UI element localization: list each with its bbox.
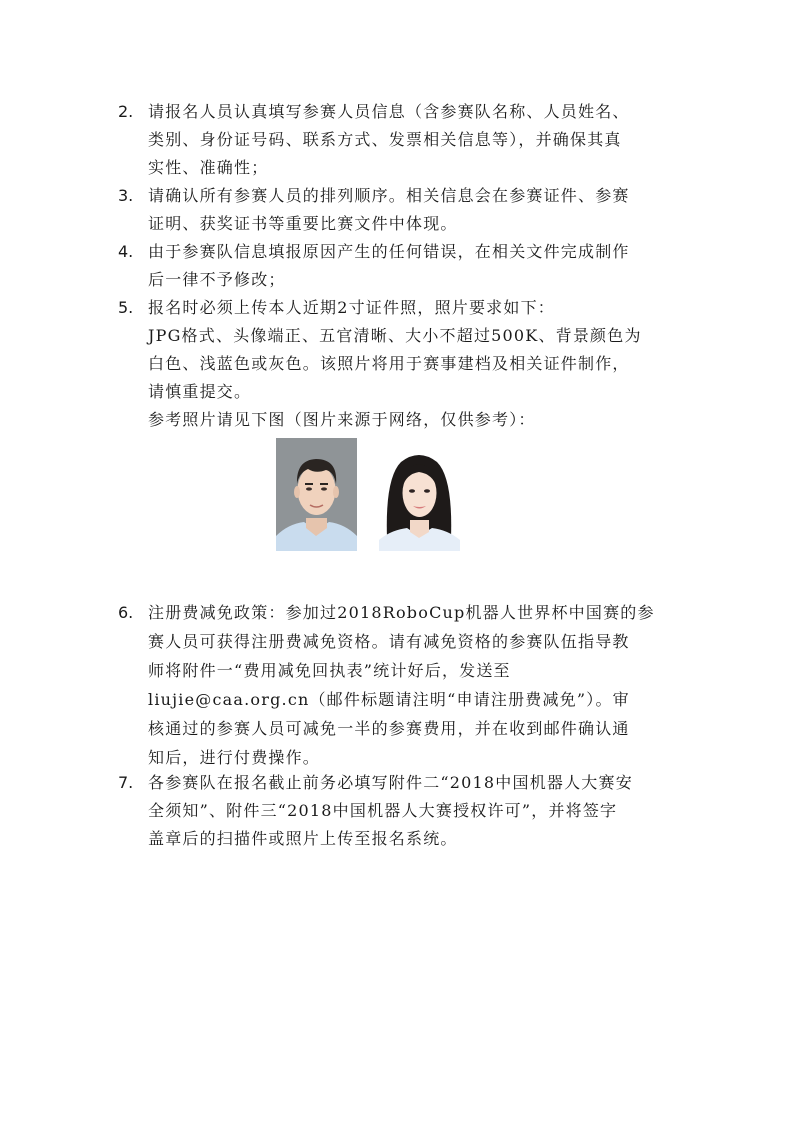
- list-line: 类别、身份证号码、联系方式、发票相关信息等），并确保其真: [148, 130, 622, 149]
- reference-photo-female: [379, 438, 460, 551]
- list-number: 4.: [118, 242, 134, 261]
- list-line: 实性、准确性；: [148, 158, 269, 177]
- list-line: 注册费减免政策：参加过2018RoboCup机器人世界杯中国赛的参: [148, 603, 655, 622]
- email-line: liujie@caa.org.cn（邮件标题请注明“申请注册费减免”）。审: [148, 690, 630, 709]
- reference-photo-male: [276, 438, 357, 551]
- list-line: 参考照片请见下图（图片来源于网络，仅供参考）：: [148, 410, 536, 429]
- list-line: 知后，进行付费操作。: [148, 748, 321, 767]
- list-line: 后一律不予修改；: [148, 270, 286, 289]
- list-line: 赛人员可获得注册费减免资格。请有减免资格的参赛队伍指导教: [148, 632, 630, 651]
- list-line: 报名时必须上传本人近期2寸证件照，照片要求如下：: [148, 298, 555, 317]
- list-line: 全须知”、附件三“2018中国机器人大赛授权许可”，并将签字: [148, 801, 618, 820]
- list-line: 核通过的参赛人员可减免一半的参赛费用，并在收到邮件确认通: [148, 719, 630, 738]
- list-number: 2.: [118, 102, 134, 121]
- list-line: 请报名人员认真填写参赛人员信息（含参赛队名称、人员姓名、: [148, 102, 630, 121]
- list-number: 3.: [118, 186, 134, 205]
- list-line: 盖章后的扫描件或照片上传至报名系统。: [148, 829, 458, 848]
- list-line: 请慎重提交。: [148, 382, 252, 401]
- list-line: JPG格式、头像端正、五官清晰、大小不超过500K、背景颜色为: [148, 326, 642, 345]
- list-number: 6.: [118, 603, 134, 622]
- list-line: 由于参赛队信息填报原因产生的任何错误，在相关文件完成制作: [148, 242, 630, 261]
- list-line: 各参赛队在报名截止前务必填写附件二“2018中国机器人大赛安: [148, 773, 633, 792]
- list-line: 证明、获奖证书等重要比赛文件中体现。: [148, 214, 458, 233]
- list-line: 请确认所有参赛人员的排列顺序。相关信息会在参赛证件、参赛: [148, 186, 630, 205]
- list-line: 师将附件一“费用减免回执表”统计好后，发送至: [148, 661, 511, 680]
- list-line: 白色、浅蓝色或灰色。该照片将用于赛事建档及相关证件制作，: [148, 354, 630, 373]
- list-number: 7.: [118, 773, 134, 792]
- list-number: 5.: [118, 298, 134, 317]
